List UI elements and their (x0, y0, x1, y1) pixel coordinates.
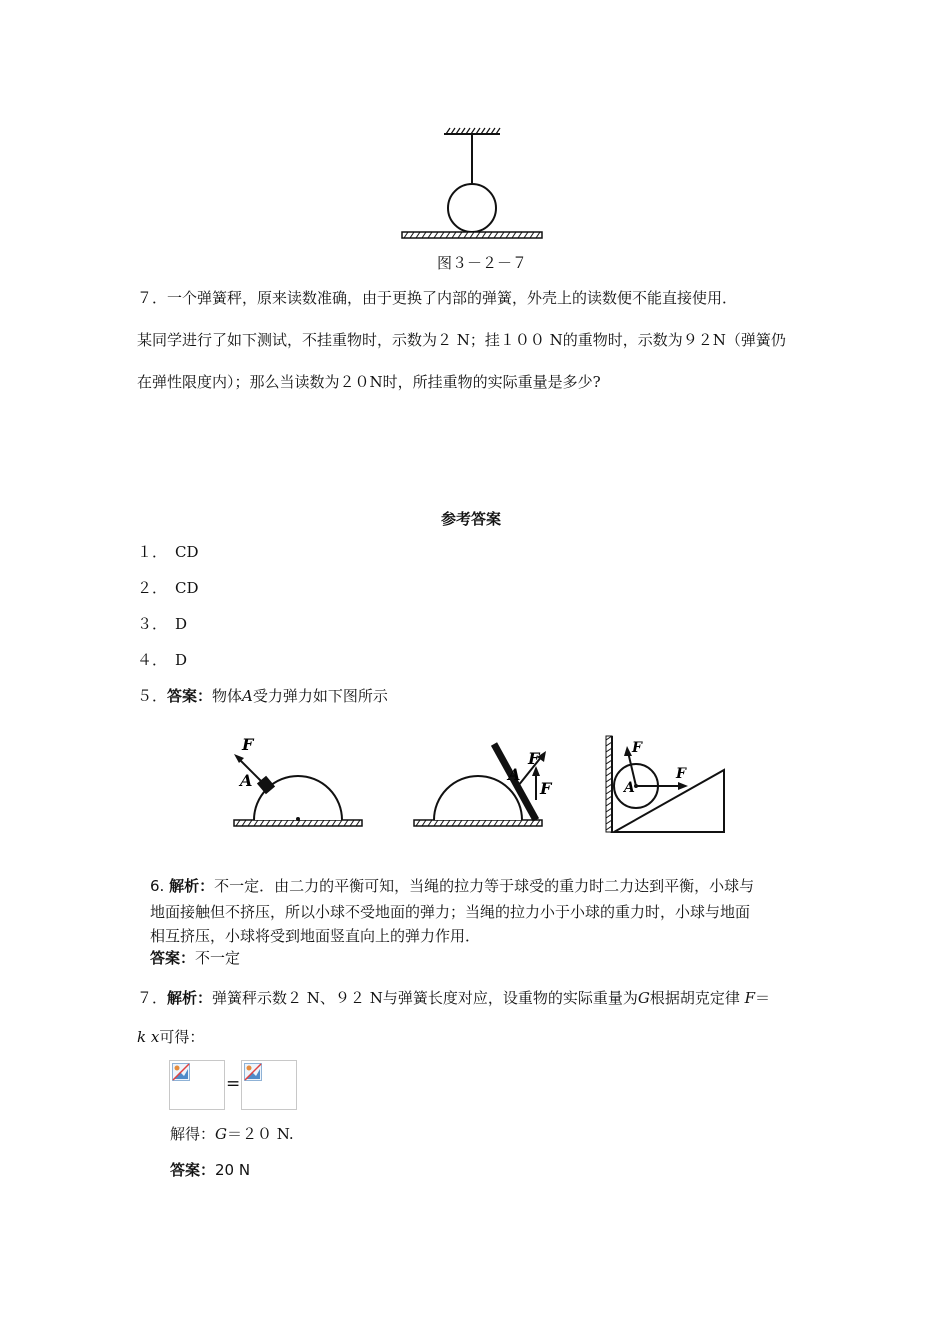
force-label-1: F (632, 740, 642, 756)
answer-value: CD (175, 543, 199, 561)
object-label: A (508, 765, 521, 784)
variable-g: G (637, 989, 650, 1007)
equals-sign: ＝ (755, 989, 771, 1007)
answer-label: 答案： (167, 687, 213, 705)
figure-3-2-7 (396, 124, 546, 242)
force-label: F (242, 735, 254, 754)
variable-a: A (242, 687, 253, 705)
analysis-text: 不一定．由二力的平衡可知，当绳的拉力等于球受的重力时二力达到平衡，小球与 (214, 877, 755, 895)
answer-number: ４． (137, 651, 168, 669)
question-7-line-3: 在弹性限度内）；那么当读数为２０N时，所挂重物的实际重量是多少? (137, 373, 601, 391)
answer-value: D (175, 615, 188, 633)
answer-6-line-2: 地面接触但不挤压，所以小球不受地面的弹力；当绳的拉力小于小球的重力时，小球与地面 (150, 903, 751, 921)
answer-7-answer (170, 1160, 250, 1180)
analysis-text: 可得： (159, 1028, 205, 1046)
broken-image-icon (244, 1063, 262, 1081)
answer-7-line-2 (137, 1027, 204, 1047)
variable-g: G (215, 1125, 227, 1143)
answer-6-line-3: 相互挤压，小球将受到地面竖直向上的弹力作用． (150, 927, 481, 945)
force-label-2: F (540, 779, 552, 798)
object-label: A (624, 780, 635, 796)
answer-value: 20 N (215, 1161, 251, 1179)
answer-label: 答案： (150, 949, 196, 967)
figure-5c-ball-wall-incline (600, 732, 750, 844)
answer-4 (137, 650, 187, 670)
figure-5b-rod-on-dome (408, 740, 558, 834)
force-label-1: F (528, 749, 540, 768)
equation-image-left (169, 1060, 225, 1110)
answer-value: CD (175, 579, 199, 597)
variable-x: x (150, 1028, 160, 1046)
answer-3 (137, 614, 187, 634)
equation-image-right (241, 1060, 297, 1110)
analysis-label: 解析： (169, 877, 215, 895)
answer-6-line-1 (150, 876, 754, 896)
object-label: A (240, 771, 253, 790)
answer-number: ５． (137, 687, 168, 705)
answer-5 (137, 686, 388, 706)
figure-caption: 图３－２－７ (437, 254, 528, 272)
answer-text: 受力弹力如下图所示 (252, 687, 388, 705)
analysis-text: 根据胡克定律 (649, 989, 740, 1007)
answers-title: 参考答案 (441, 510, 502, 528)
question-7-line-1: ７．一个弹簧秤，原来读数准确，由于更换了内部的弹簧，外壳上的读数便不能直接使用． (137, 289, 738, 307)
answer-number: １． (137, 543, 168, 561)
figure-5a-block-on-dome (226, 730, 366, 834)
answer-number: 6. (150, 877, 165, 895)
answer-1 (137, 542, 199, 562)
analysis-label: 解析： (167, 989, 213, 1007)
answer-number: ７． (137, 989, 168, 1007)
equation-equals: = (226, 1074, 241, 1094)
broken-image-icon (172, 1063, 190, 1081)
question-7-line-2: 某同学进行了如下测试，不挂重物时，示数为２ N；挂１００ N的重物时，示数为９２N（弹簧仍 (137, 331, 786, 349)
answer-6-answer (150, 948, 240, 968)
variable-f: F (744, 989, 756, 1007)
solution-text: ＝２０ N. (227, 1125, 294, 1143)
answer-value: D (175, 651, 188, 669)
answer-label: 答案： (170, 1161, 216, 1179)
answer-7-line-1 (137, 988, 770, 1008)
force-label-2: F (676, 766, 686, 782)
variable-k: k (137, 1028, 147, 1046)
answer-number: ３． (137, 615, 168, 633)
answer-7-solution (170, 1124, 294, 1144)
answer-2 (137, 578, 199, 598)
solution-text: 解得： (170, 1125, 216, 1143)
analysis-text: 弹簧秤示数２ N、９２ N与弹簧长度对应，设重物的实际重量为 (212, 989, 638, 1007)
answer-number: ２． (137, 579, 168, 597)
answer-text: 物体 (212, 687, 243, 705)
answer-value: 不一定 (195, 949, 241, 967)
